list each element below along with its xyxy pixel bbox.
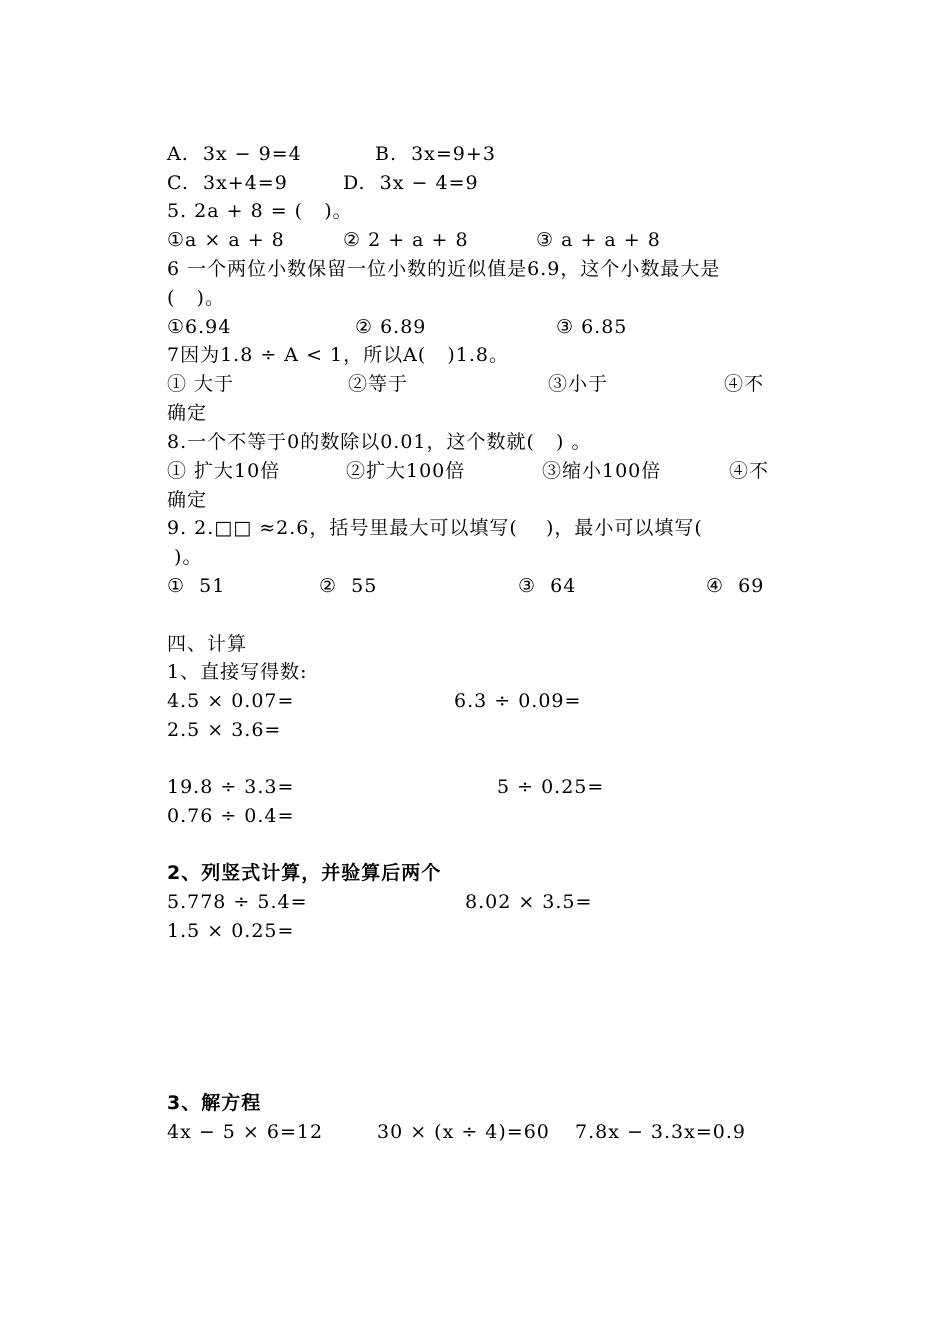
q7-option-1: ① 大于 bbox=[167, 373, 235, 395]
subsection-direct: 1、直接写得数: bbox=[167, 661, 308, 683]
q6-stem-cont: ( )。 bbox=[167, 287, 225, 309]
section-title: 四、计算 bbox=[167, 633, 248, 655]
calc-item: 1.5 × 0.25= bbox=[167, 920, 295, 942]
q9-option-3: ③ 64 bbox=[518, 575, 577, 597]
q7-option-3: ③小于 bbox=[548, 373, 609, 395]
q4-option-a: A. 3x − 9=4 bbox=[167, 143, 302, 165]
q9-option-2: ② 55 bbox=[319, 575, 378, 597]
subsection-equations: 3、解方程 bbox=[167, 1092, 262, 1114]
q6-option-2: ② 6.89 bbox=[355, 316, 427, 338]
q5-option-2: ② 2 + a + 8 bbox=[343, 229, 469, 251]
q8-option-2: ②扩大100倍 bbox=[346, 460, 466, 482]
q8-stem: 8.一个不等于0的数除以0.01，这个数就( ) 。 bbox=[167, 431, 592, 453]
calc-item: 2.5 × 3.6= bbox=[167, 719, 282, 741]
q4-option-b: B. 3x=9+3 bbox=[375, 143, 496, 165]
q6-stem: 6 一个两位小数保留一位小数的近似值是6.9，这个小数最大是 bbox=[167, 258, 721, 280]
q5-option-3: ③ a + a + 8 bbox=[536, 229, 661, 251]
q7-option-4-cont: 确定 bbox=[167, 402, 208, 424]
equation-item: 30 × (x ÷ 4)=60 bbox=[377, 1121, 550, 1143]
calc-item: 5.778 ÷ 5.4= bbox=[167, 891, 308, 913]
calc-item: 19.8 ÷ 3.3= bbox=[167, 776, 295, 798]
q9-stem: 9. 2.□□ ≈2.6，括号里最大可以填写( )，最小可以填写( bbox=[167, 517, 703, 539]
q7-option-4: ④不 bbox=[724, 373, 765, 395]
q6-option-3: ③ 6.85 bbox=[556, 316, 628, 338]
calc-item: 6.3 ÷ 0.09= bbox=[454, 690, 582, 712]
q4-option-d: D. 3x − 4=9 bbox=[343, 172, 479, 194]
q7-option-2: ②等于 bbox=[348, 373, 409, 395]
q8-option-4-cont: 确定 bbox=[167, 489, 208, 511]
q6-option-1: ①6.94 bbox=[167, 316, 232, 338]
calc-item: 5 ÷ 0.25= bbox=[497, 776, 605, 798]
subsection-vertical: 2、列竖式计算，并验算后两个 bbox=[167, 862, 442, 884]
q4-option-c: C. 3x+4=9 bbox=[167, 172, 288, 194]
q5-stem: 5. 2a + 8 = ( )。 bbox=[167, 200, 353, 222]
calc-item: 8.02 × 3.5= bbox=[465, 891, 593, 913]
q9-option-1: ① 51 bbox=[167, 575, 226, 597]
equation-item: 7.8x − 3.3x=0.9 bbox=[575, 1121, 746, 1143]
calc-item: 4.5 × 0.07= bbox=[167, 690, 295, 712]
q7-stem: 7因为1.8 ÷ A < 1，所以A( )1.8。 bbox=[167, 344, 509, 366]
q8-option-1: ① 扩大10倍 bbox=[167, 460, 281, 482]
q8-option-3: ③缩小100倍 bbox=[542, 460, 662, 482]
q9-option-4: ④ 69 bbox=[706, 575, 765, 597]
q8-option-4: ④不 bbox=[729, 460, 770, 482]
q5-option-1: ①a × a + 8 bbox=[167, 229, 285, 251]
q9-stem-cont: )。 bbox=[167, 546, 203, 568]
calc-item: 0.76 ÷ 0.4= bbox=[167, 805, 295, 827]
equation-item: 4x − 5 × 6=12 bbox=[167, 1121, 324, 1143]
